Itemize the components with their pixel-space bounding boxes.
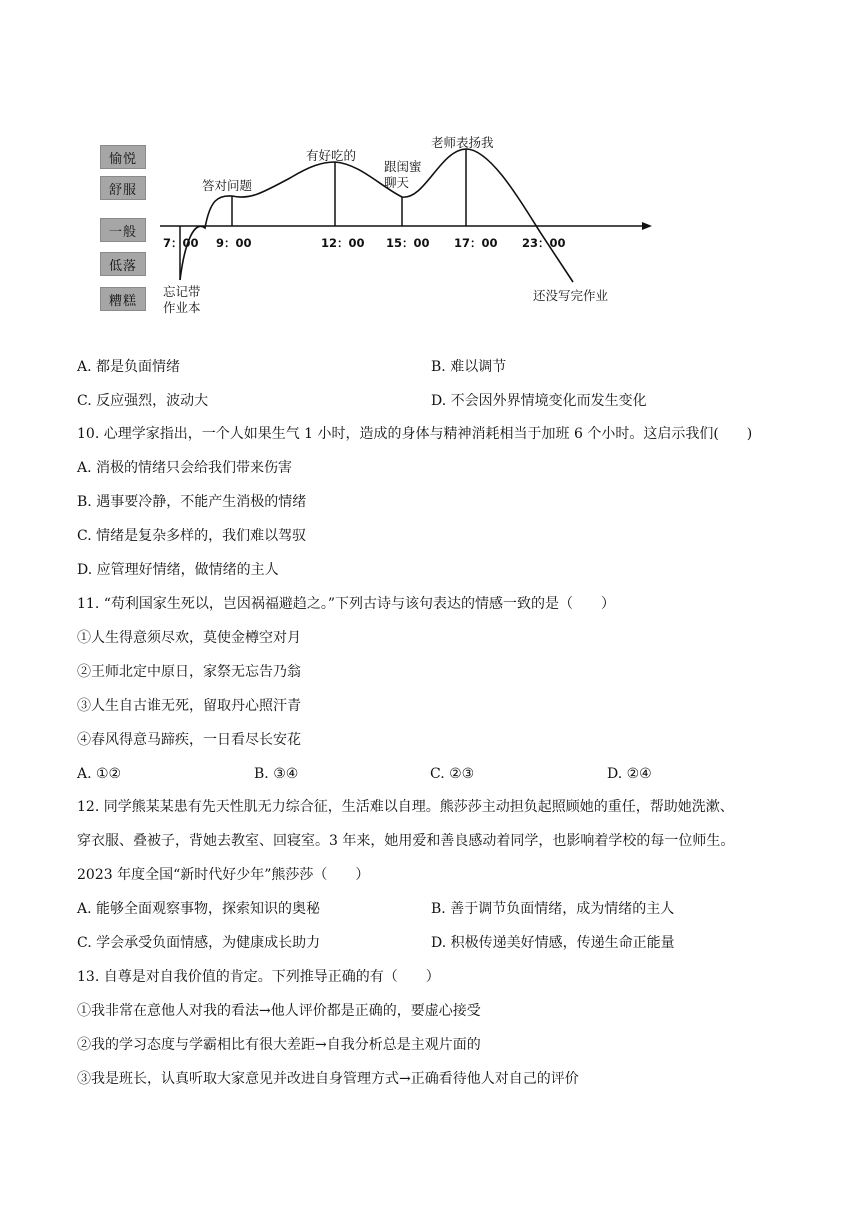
q11-option-c: C. ②③ — [430, 766, 475, 782]
q11-option-a: A. ①② — [77, 766, 122, 782]
q11-option-b: B. ③④ — [254, 766, 299, 782]
mood-level-comfortable: 舒服 — [100, 176, 146, 200]
event-chat-line1: 跟闺蜜 — [384, 159, 422, 174]
q10-option-c: C. 情绪是复杂多样的，我们难以驾驭 — [77, 528, 307, 544]
event-answered: 答对问题 — [202, 178, 253, 193]
q9-option-a: A. 都是负面情绪 — [77, 359, 181, 375]
q9-option-b: B. 难以调节 — [431, 359, 507, 375]
q12-option-a: A. 能够全面观察事物，探索知识的奥秘 — [77, 901, 321, 917]
q12-option-c: C. 学会承受负面情感，为健康成长助力 — [77, 935, 321, 951]
q12-stem-line1: 12. 同学熊某某患有先天性肌无力综合征，生活难以自理。熊莎莎主动担负起照顾她的重任，帮助她洗漱、 — [77, 799, 734, 815]
q13-stem: 13. 自尊是对自我价值的肯定。下列推导正确的有（ ） — [77, 969, 440, 985]
tick-23: 23：00 — [522, 236, 566, 250]
q12-stem-line2: 穿衣服、叠被子，背她去教室、回寝室。3 年来，她用爱和善良感动着同学，也影响着学校的每一位师生。 — [77, 833, 735, 849]
tick-12: 12：00 — [321, 236, 365, 250]
event-chat-line2: 聊天 — [384, 175, 410, 190]
tick-9: 9：00 — [216, 236, 252, 250]
event-forgot-line1: 忘记带 — [163, 284, 201, 299]
tick-15: 15：00 — [386, 236, 430, 250]
emotion-curve-figure — [0, 0, 860, 340]
event-homework: 还没写完作业 — [533, 288, 609, 303]
mood-level-terrible: 糟糕 — [100, 287, 146, 311]
q13-item-1: ①我非常在意他人对我的看法→他人评价都是正确的，要虚心接受 — [77, 1003, 481, 1019]
event-food: 有好吃的 — [306, 148, 357, 163]
q12-option-d: D. 积极传递美好情感，传递生命正能量 — [431, 935, 675, 951]
q11-stem: 11. “苟利国家生死以，岂因祸福避趋之。”下列古诗与该句表达的情感一致的是（ ） — [77, 596, 616, 612]
q11-item-2: ②王师北定中原日，家祭无忘告乃翁 — [77, 664, 301, 680]
event-forgot-line2: 作业本 — [163, 300, 201, 315]
q10-option-d: D. 应管理好情绪，做情绪的主人 — [77, 562, 279, 578]
q9-option-d: D. 不会因外界情境变化而发生变化 — [431, 393, 647, 409]
event-praise: 老师表扬我 — [431, 135, 494, 150]
q11-item-3: ③人生自古谁无死，留取丹心照汗青 — [77, 698, 301, 714]
q10-stem: 10. 心理学家指出，一个人如果生气 1 小时，造成的身体与精神消耗相当于加班 6 个小时。这启示我们( ) — [77, 426, 753, 442]
q11-item-4: ④春风得意马蹄疾，一日看尽长安花 — [77, 732, 301, 748]
tick-17: 17：00 — [454, 236, 498, 250]
q10-option-b: B. 遇事要冷静，不能产生消极的情绪 — [77, 494, 307, 510]
q9-option-c: C. 反应强烈，波动大 — [77, 393, 209, 409]
q13-item-2: ②我的学习态度与学霸相比有很大差距→自我分析总是主观片面的 — [77, 1037, 481, 1053]
q12-stem-line3: 2023 年度全国“新时代好少年”熊莎莎（ ） — [77, 867, 370, 883]
q13-item-3: ③我是班长，认真听取大家意见并改进自身管理方式→正确看待他人对自己的评价 — [77, 1071, 579, 1087]
emotion-curve-svg — [0, 0, 860, 340]
mood-level-low: 低落 — [100, 252, 146, 276]
tick-7: 7：00 — [163, 236, 199, 250]
q10-option-a: A. 消极的情绪只会给我们带来伤害 — [77, 460, 293, 476]
q11-option-d: D. ②④ — [607, 766, 652, 782]
q11-item-1: ①人生得意须尽欢，莫使金樽空对月 — [77, 630, 301, 646]
mood-level-delighted: 愉悦 — [100, 145, 146, 169]
emotion-curve-line — [180, 149, 573, 282]
axis-arrow — [642, 222, 652, 230]
q12-option-b: B. 善于调节负面情绪，成为情绪的主人 — [431, 901, 675, 917]
mood-level-normal: 一般 — [100, 218, 146, 242]
